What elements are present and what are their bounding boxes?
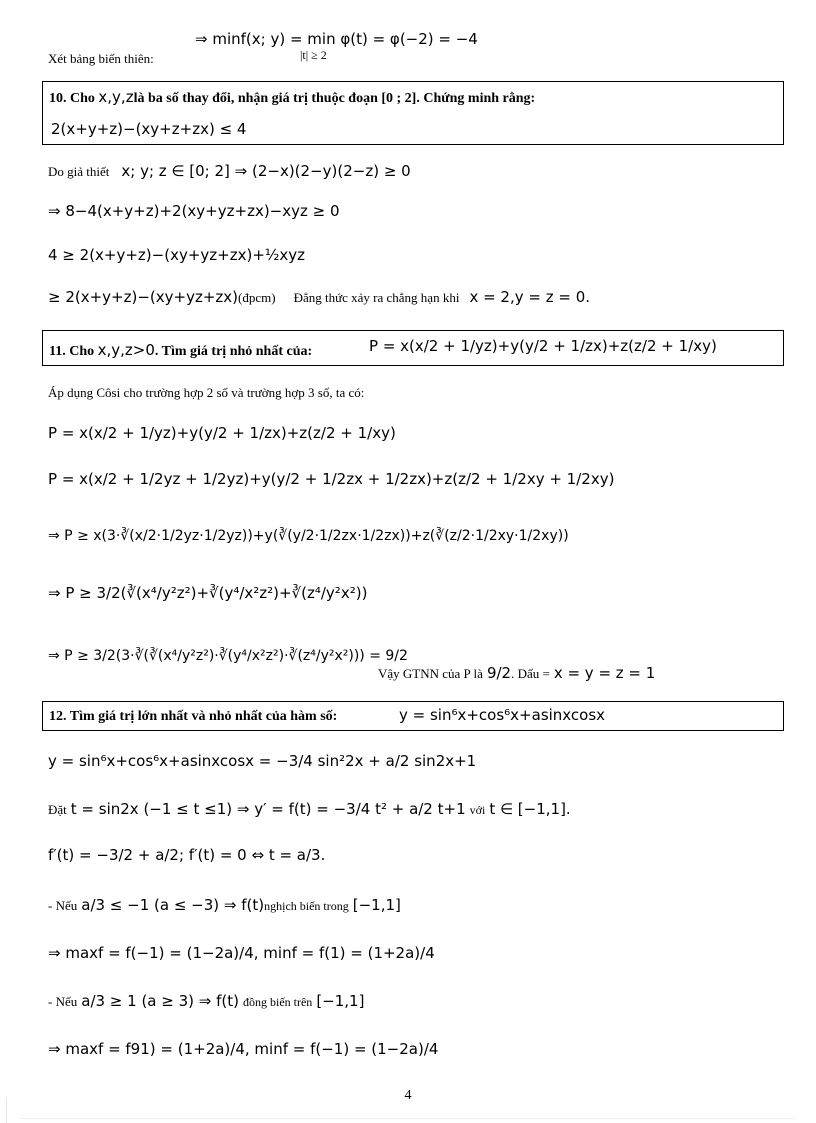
p10-line-3: 4 ≥ 2(x+y+z)−(xy+yz+zx)+½xyz xyxy=(48,246,306,264)
p11-line-3: ⇒ P ≥ x(3·∛(x/2·1/2yz·1/2yz))+y(∛(y/2·1/2zx·1/2zx))+z(∛(z/2·1/2xy·1/2xy)) xyxy=(48,528,569,544)
p11-line-2: P = x(x/2 + 1/2yz + 1/2yz)+y(y/2 + 1/2zx + 1/2zx)+z(z/2 + 1/2xy + 1/2xy) xyxy=(48,470,615,488)
p12-line-6: - Nếu a/3 ≥ 1 (a ≥ 3) ⇒ f(t) đồng biến trên [−1,1] xyxy=(48,992,365,1010)
page-number: 4 xyxy=(404,1088,412,1103)
page-bottom-divider xyxy=(20,1118,796,1119)
p12-line-4: - Nếu a/3 ≤ −1 (a ≤ −3) ⇒ f(t)nghịch biến trong [−1,1] xyxy=(48,896,401,914)
p11-line-1: P = x(x/2 + 1/yz)+y(y/2 + 1/zx)+z(z/2 + 1/xy) xyxy=(48,424,396,442)
p10-line-2: ⇒ 8−4(x+y+z)+2(xy+yz+zx)−xyz ≥ 0 xyxy=(48,202,340,220)
problem-12-function: y = sin⁶x+cos⁶x+asinxcosx xyxy=(399,706,606,724)
p11-intro: Áp dụng Côsi cho trường hợp 2 số và trường hợp 3 số, ta có: xyxy=(48,385,365,400)
problem-11-box xyxy=(42,330,784,366)
problem-12-title: 12. Tìm giá trị lớn nhất và nhỏ nhất của hàm số: xyxy=(49,709,338,724)
variation-table-label: Xét bảng biến thiên: xyxy=(48,51,154,66)
p12-line-7: ⇒ maxf = f91) = (1+2a)/4, minf = f(−1) = (1−2a)/4 xyxy=(48,1040,439,1058)
p12-line-2: Đặt t = sin2x (−1 ≤ t ≤1) ⇒ y′ = f(t) = −3/4 t² + a/2 t+1 với t ∈ [−1,1]. xyxy=(48,800,571,818)
p10-line-1: Do giả thiết x; y; z ∈ [0; 2] ⇒ (2−x)(2−y)(2−z) ≥ 0 xyxy=(48,162,411,180)
problem-11-title: 11. Cho x,y,z>0. Tìm giá trị nhỏ nhất của: xyxy=(49,341,313,359)
p12-line-3: f′(t) = −3/2 + a/2; f′(t) = 0 ⇔ t = a/3. xyxy=(48,846,326,864)
problem-12-box xyxy=(42,701,784,731)
problem-10-box xyxy=(42,81,784,145)
p11-line-4: ⇒ P ≥ 3/2(∛(x⁴/y²z²)+∛(y⁴/x²z²)+∛(z⁴/y²x²)) xyxy=(48,584,368,602)
problem-10-title: 10. Cho x,y,zlà ba số thay đổi, nhận giá trị thuộc đoạn [0 ; 2]. Chứng minh rằng: xyxy=(49,88,536,106)
margin-line xyxy=(6,1098,7,1123)
p12-line-5: ⇒ maxf = f(−1) = (1−2a)/4, minf = f(1) = (1+2a)/4 xyxy=(48,944,435,962)
p11-line-5: ⇒ P ≥ 3/2(3·∛(∛(x⁴/y²z²)·∛(y⁴/x²z²)·∛(z⁴/y²x²))) = 9/2 xyxy=(48,648,408,664)
min-result: ⇒ minf(x; y) = min φ(t) = φ(−2) = −4 xyxy=(195,30,478,48)
p12-line-1: y = sin⁶x+cos⁶x+asinxcosx = −3/4 sin²2x + a/2 sin2x+1 xyxy=(48,752,477,770)
problem-11-expression: P = x(x/2 + 1/yz)+y(y/2 + 1/zx)+z(z/2 + 1/xy) xyxy=(369,337,717,355)
min-condition: |t| ≥ 2 xyxy=(300,48,327,62)
p10-line-4: ≥ 2(x+y+z)−(xy+yz+zx)(đpcm) Đẳng thức xảy ra chẳng hạn khi x = 2,y = z = 0. xyxy=(48,288,591,306)
p11-conclusion: Vậy GTNN của P là 9/2. Dấu = x = y = z = 1 xyxy=(378,664,656,682)
problem-10-inequality: 2(x+y+z)−(xy+z+zx) ≤ 4 xyxy=(51,120,247,138)
